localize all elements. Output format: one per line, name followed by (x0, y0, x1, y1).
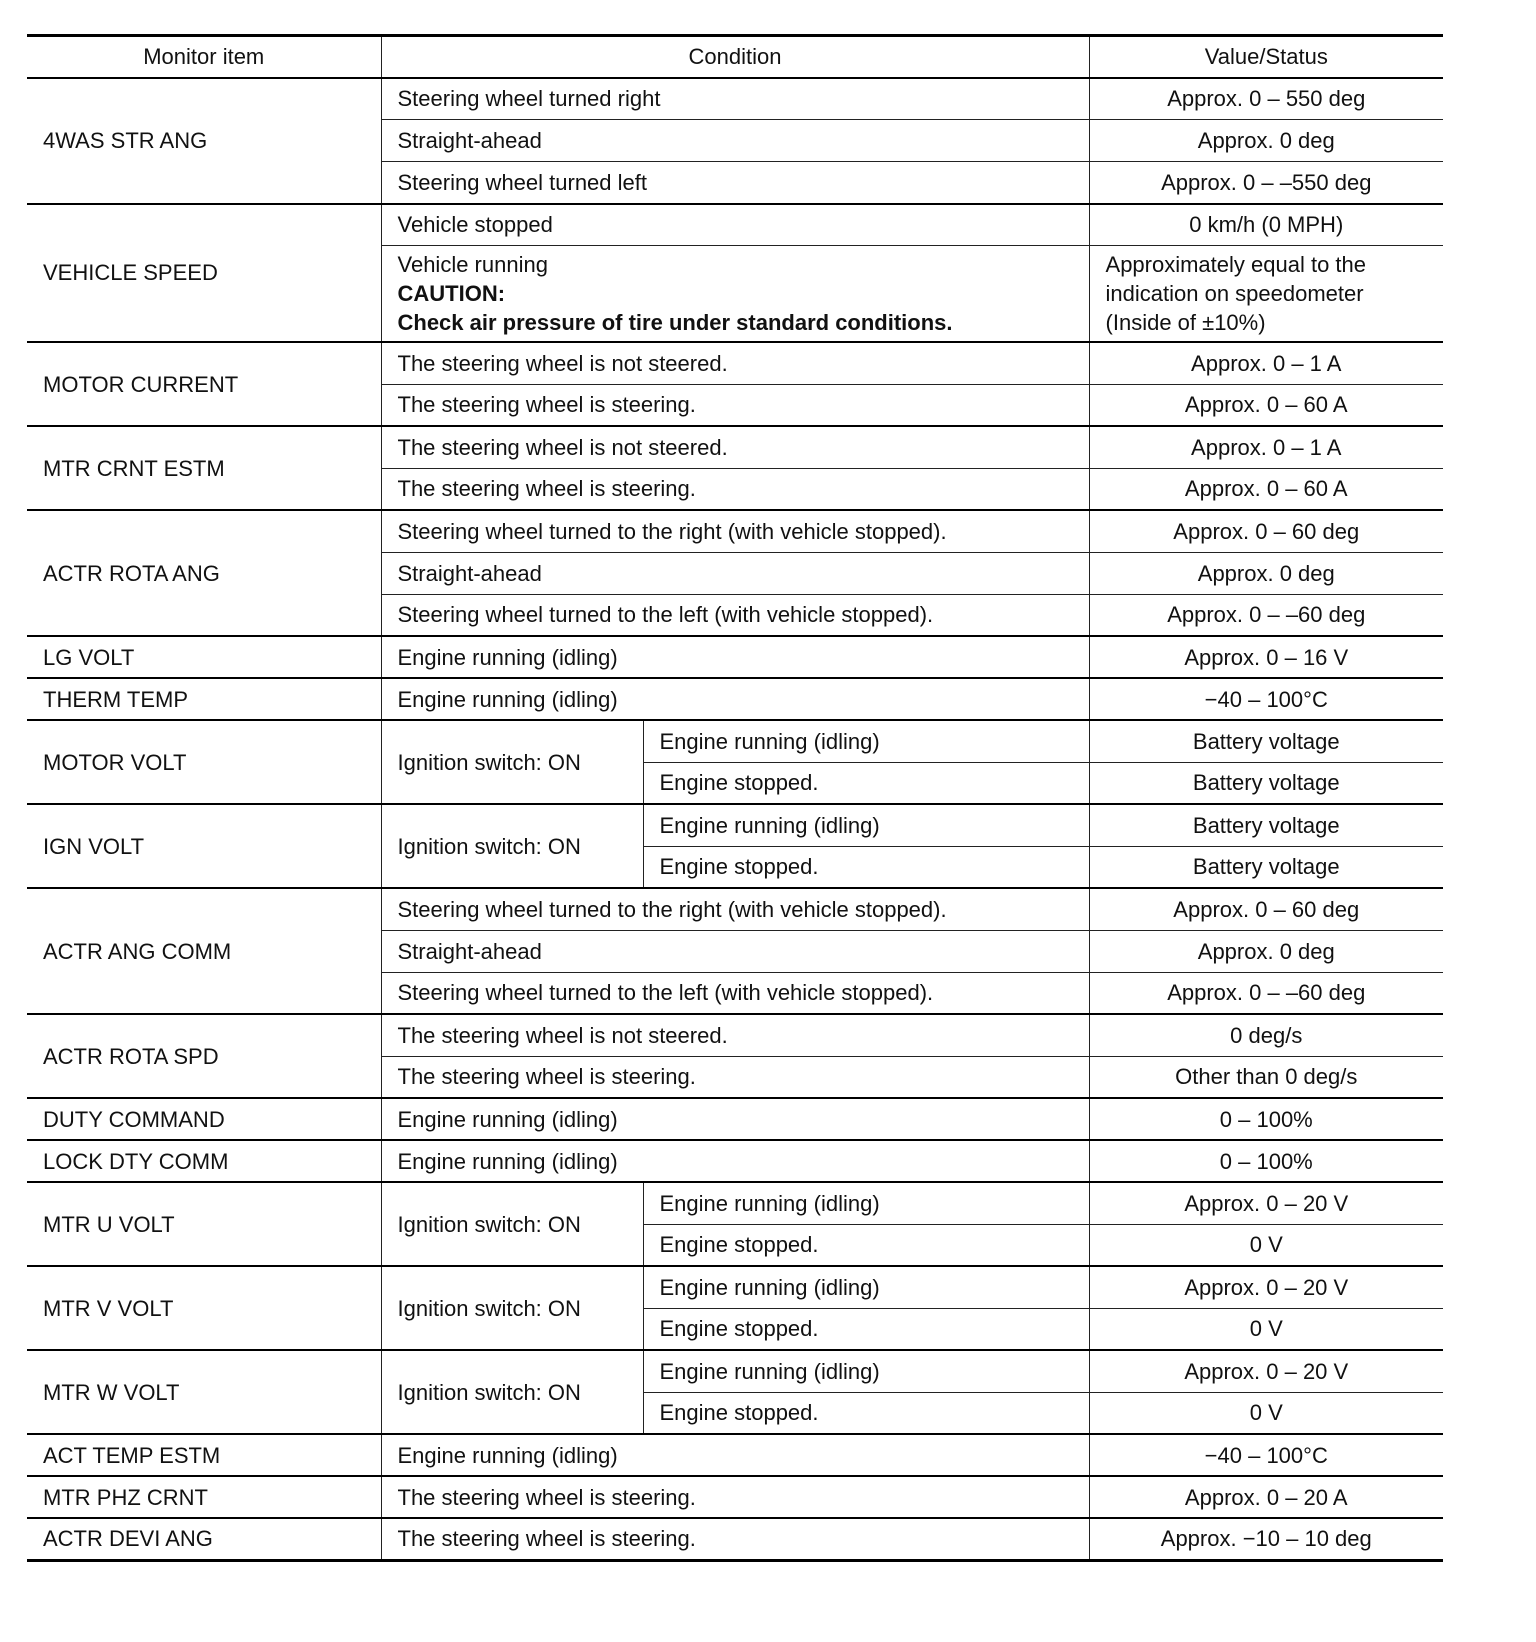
monitor-item-cell: MOTOR CURRENT (27, 342, 381, 426)
value-status-cell: Approx. 0 – 60 A (1089, 468, 1443, 510)
parent-condition-cell: Ignition switch: ON (381, 1350, 643, 1434)
table-row (27, 804, 1443, 846)
monitor-item-cell: ACTR DEVI ANG (27, 1518, 381, 1560)
value-status-cell: 0 V (1089, 1224, 1443, 1266)
value-status-cell: Approx. 0 deg (1089, 552, 1443, 594)
monitor-item-cell: ACT TEMP ESTM (27, 1434, 381, 1476)
value-status-cell: Approx. 0 – –60 deg (1089, 972, 1443, 1014)
value-status-cell: Approx. 0 – 20 V (1089, 1350, 1443, 1392)
condition-cell: The steering wheel is steering. (381, 1476, 1089, 1518)
condition-cell: The steering wheel is not steered. (381, 342, 1089, 384)
condition-cell: Engine running (idling) (381, 636, 1089, 678)
condition-cell: Engine running (idling) (381, 1098, 1089, 1140)
value-status-cell: Approx. −10 – 10 deg (1089, 1518, 1443, 1560)
table-row (27, 1098, 1443, 1140)
condition-cell: Straight-ahead (381, 120, 1089, 162)
monitor-item-cell: MOTOR VOLT (27, 720, 381, 804)
header-monitor-item: Monitor item (27, 36, 381, 78)
condition-cell: Vehicle stopped (381, 204, 1089, 246)
value-status-cell: Battery voltage (1089, 846, 1443, 888)
table-row (27, 510, 1443, 552)
table-row (27, 720, 1443, 762)
condition-cell: The steering wheel is not steered. (381, 426, 1089, 468)
condition-cell: Engine running (idling) (643, 720, 1089, 762)
parent-condition-cell: Ignition switch: ON (381, 1182, 643, 1266)
monitor-item-cell: LOCK DTY COMM (27, 1140, 381, 1182)
monitor-item-cell: MTR PHZ CRNT (27, 1476, 381, 1518)
condition-cell: Steering wheel turned left (381, 162, 1089, 204)
monitor-item-cell: MTR U VOLT (27, 1182, 381, 1266)
value-status-cell: 0 – 100% (1089, 1140, 1443, 1182)
condition-cell: The steering wheel is steering. (381, 1518, 1089, 1560)
condition-cell: Engine stopped. (643, 1392, 1089, 1434)
value-status-cell: Approx. 0 – 1 A (1089, 342, 1443, 384)
monitor-item-cell: THERM TEMP (27, 678, 381, 720)
value-status-cell: 0 – 100% (1089, 1098, 1443, 1140)
value-status-cell: Approx. 0 – 1 A (1089, 426, 1443, 468)
condition-cell: Steering wheel turned to the left (with vehicle stopped). (381, 594, 1089, 636)
value-status-cell: Approx. 0 – 20 A (1089, 1476, 1443, 1518)
condition-cell: Engine running (idling) (381, 678, 1089, 720)
condition-cell: Engine running (idling) (643, 1266, 1089, 1308)
monitor-item-cell: 4WAS STR ANG (27, 78, 381, 204)
table-row (27, 1434, 1443, 1476)
parent-condition-cell: Ignition switch: ON (381, 1266, 643, 1350)
table-body (27, 78, 1443, 1561)
condition-cell (381, 246, 1089, 343)
header-value-status: Value/Status (1089, 36, 1443, 78)
condition-cell: Steering wheel turned to the right (with vehicle stopped). (381, 888, 1089, 930)
table-row (27, 636, 1443, 678)
table-row (27, 1476, 1443, 1518)
condition-cell: Engine running (idling) (381, 1140, 1089, 1182)
value-status-cell: Approx. 0 – 550 deg (1089, 78, 1443, 120)
value-status-cell: 0 km/h (0 MPH) (1089, 204, 1443, 246)
condition-cell: Engine running (idling) (643, 1350, 1089, 1392)
condition-cell: Engine stopped. (643, 762, 1089, 804)
value-status-cell: Approximately equal to the indication on speedometer (Inside of ±10%) (1089, 246, 1443, 343)
condition-cell: The steering wheel is steering. (381, 1056, 1089, 1098)
monitor-item-cell: IGN VOLT (27, 804, 381, 888)
value-status-cell: Approx. 0 – 60 deg (1089, 888, 1443, 930)
condition-cell: The steering wheel is not steered. (381, 1014, 1089, 1056)
condition-text: Vehicle running (397, 252, 548, 277)
condition-cell: The steering wheel is steering. (381, 384, 1089, 426)
parent-condition-cell: Ignition switch: ON (381, 720, 643, 804)
value-status-cell: Approx. 0 – 20 V (1089, 1182, 1443, 1224)
value-status-cell: Battery voltage (1089, 762, 1443, 804)
table-row (27, 78, 1443, 120)
condition-cell: Steering wheel turned to the left (with vehicle stopped). (381, 972, 1089, 1014)
table-row (27, 1518, 1443, 1560)
table-row (27, 1182, 1443, 1224)
value-status-cell: Battery voltage (1089, 720, 1443, 762)
table-row (27, 1266, 1443, 1308)
condition-cell: Engine running (idling) (381, 1434, 1089, 1476)
value-status-cell: Approx. 0 – –550 deg (1089, 162, 1443, 204)
value-status-cell: Approx. 0 – 60 deg (1089, 510, 1443, 552)
caution-text: Check air pressure of tire under standard conditions. (397, 310, 953, 335)
value-status-cell: Approx. 0 – 20 V (1089, 1266, 1443, 1308)
value-status-cell: Approx. 0 – 60 A (1089, 384, 1443, 426)
condition-cell: The steering wheel is steering. (381, 468, 1089, 510)
table-header-row (27, 36, 1443, 78)
value-status-cell: 0 deg/s (1089, 1014, 1443, 1056)
monitor-item-cell: MTR W VOLT (27, 1350, 381, 1434)
monitor-item-cell: LG VOLT (27, 636, 381, 678)
table-row (27, 204, 1443, 246)
condition-cell: Engine stopped. (643, 846, 1089, 888)
monitor-item-cell: MTR V VOLT (27, 1266, 381, 1350)
table-row (27, 342, 1443, 384)
condition-cell: Steering wheel turned to the right (with vehicle stopped). (381, 510, 1089, 552)
condition-cell: Steering wheel turned right (381, 78, 1089, 120)
monitor-item-cell: MTR CRNT ESTM (27, 426, 381, 510)
value-status-cell: 0 V (1089, 1308, 1443, 1350)
condition-cell: Straight-ahead (381, 552, 1089, 594)
caution-label: CAUTION: (397, 281, 506, 306)
table-row (27, 888, 1443, 930)
monitor-item-cell: ACTR ROTA SPD (27, 1014, 381, 1098)
table-row (27, 678, 1443, 720)
condition-cell: Straight-ahead (381, 930, 1089, 972)
value-status-cell: Approx. 0 deg (1089, 120, 1443, 162)
value-status-cell: Battery voltage (1089, 804, 1443, 846)
monitor-item-cell: ACTR ANG COMM (27, 888, 381, 1014)
value-status-cell: −40 – 100°C (1089, 1434, 1443, 1476)
table-row (27, 1140, 1443, 1182)
table-row (27, 1014, 1443, 1056)
value-status-cell: −40 – 100°C (1089, 678, 1443, 720)
value-status-cell: Approx. 0 deg (1089, 930, 1443, 972)
value-status-cell: Approx. 0 – 16 V (1089, 636, 1443, 678)
condition-cell: Engine stopped. (643, 1308, 1089, 1350)
value-status-cell: 0 V (1089, 1392, 1443, 1434)
value-status-cell: Other than 0 deg/s (1089, 1056, 1443, 1098)
table-row (27, 426, 1443, 468)
monitor-item-cell: ACTR ROTA ANG (27, 510, 381, 636)
condition-cell: Engine running (idling) (643, 1182, 1089, 1224)
parent-condition-cell: Ignition switch: ON (381, 804, 643, 888)
header-condition: Condition (381, 36, 1089, 78)
value-status-cell: Approx. 0 – –60 deg (1089, 594, 1443, 636)
monitor-item-table (27, 34, 1443, 1562)
condition-cell: Engine stopped. (643, 1224, 1089, 1266)
monitor-item-cell: VEHICLE SPEED (27, 204, 381, 343)
monitor-item-cell: DUTY COMMAND (27, 1098, 381, 1140)
table-row (27, 1350, 1443, 1392)
condition-cell: Engine running (idling) (643, 804, 1089, 846)
